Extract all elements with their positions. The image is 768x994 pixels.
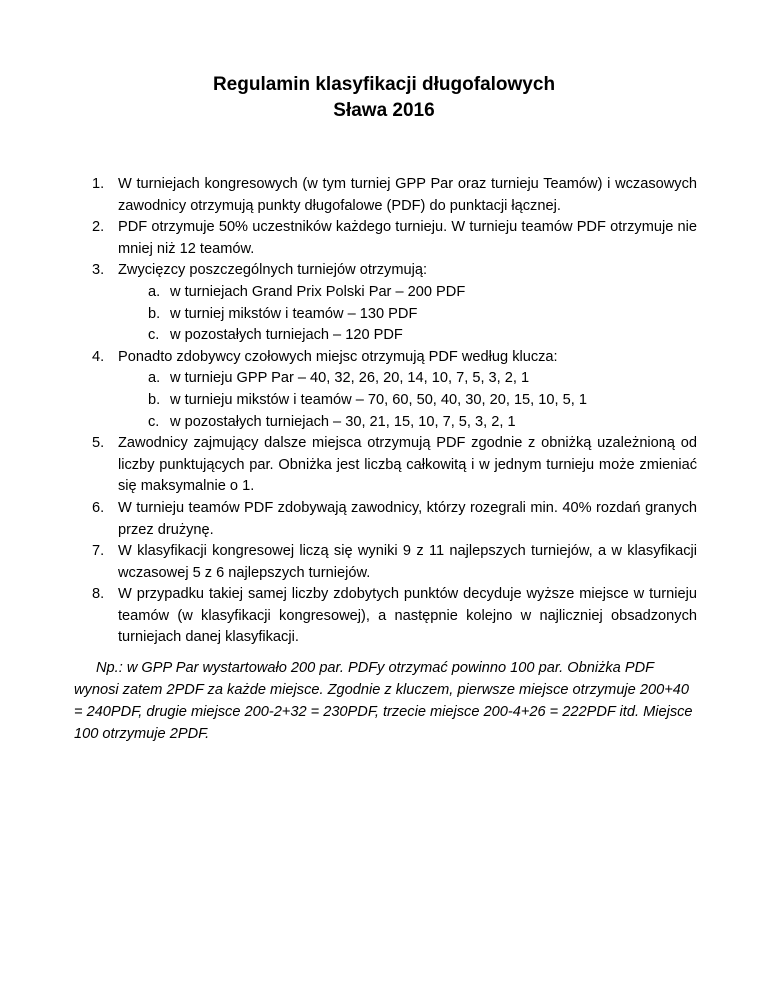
rule-number: 5. [92,435,105,452]
sub-number: a. [148,283,161,300]
rule-text: Zwycięzcy poszczególnych turniejów otrzymują: [118,262,428,279]
rule-number: 2. [92,219,105,236]
sub-item [148,304,697,326]
sub-text: w pozostałych turniejach – 30, 21, 15, 10, 7, 5, 3, 2, 1 [170,413,516,430]
rule-number: 6. [92,499,105,516]
sub-item [148,390,697,412]
rule-text: W przypadku takiej samej liczby zdobytych punktów decyduje wyższe miejsce w turnieju teamów (w klasyfikacji kongresowej), a następnie kolejno w najliczniej obsadzonych turniejach danej klasyfikacji. [118,586,697,646]
rule-item-1 [92,174,697,217]
rule-item-6 [92,498,697,541]
sub-text: w turnieju GPP Par – 40, 32, 26, 20, 14, 10, 7, 5, 3, 2, 1 [170,370,530,387]
sub-number: c. [148,327,160,344]
rule-text: W klasyfikacji kongresowej liczą się wyniki 9 z 11 najlepszych turniejów, a w klasyfikacji wczasowej 5 z 6 najlepszych turniejów. [118,543,697,581]
rule-item-2 [92,217,697,260]
rule-item-7 [92,541,697,584]
sub-item [148,282,697,304]
sub-item [148,368,697,390]
rule-item-8 [92,584,697,649]
rule-item-3 [92,260,697,346]
rule-number: 3. [92,262,105,279]
sub-number: b. [148,391,161,408]
sub-number: a. [148,370,161,387]
rule-text: Ponadto zdobywcy czołowych miejsc otrzymują PDF według klucza: [118,348,558,365]
sub-text: w turniejach Grand Prix Polski Par – 200 PDF [170,283,466,300]
sub-text: w turniej mikstów i teamów – 130 PDF [170,305,418,322]
rules-list [92,174,697,649]
sub-number: c. [148,413,160,430]
rule-text: Zawodnicy zajmujący dalsze miejsca otrzymują PDF zgodnie z obniżką uzależnioną od liczby punktujących par. Obniżka jest liczbą całkowitą i w jednym turnieju może zmieniać się maksymalnie o 1. [118,435,697,495]
sub-item [148,412,697,434]
sub-item [148,325,697,347]
example-paragraph: Np.: w GPP Par wystartowało 200 par. PDFy otrzymać powinno 100 par. Obniżka PDF wynosi zatem 2PDF za każde miejsce. Zgodnie z kluczem, pierwsze miejsce otrzymuje 200+40 = 240PDF, drugie miejsce 200-2+32 = 230PDF, trzecie miejsce 200-4+26 = 222PDF itd. Miejsce 100 otrzymuje 2PDF. [74,660,693,742]
sub-number: b. [148,305,161,322]
rule-text: W turniejach kongresowych (w tym turniej GPP Par oraz turnieju Teamów) i wczasowych zawodnicy otrzymują punkty długofalowe (PDF) do punktacji łącznej. [118,176,697,214]
sub-text: w pozostałych turniejach – 120 PDF [170,327,403,344]
rule-number: 4. [92,348,105,365]
rule-sublist [118,368,697,433]
rule-sublist [118,282,697,347]
rule-item-4 [92,347,697,433]
sub-text: w turnieju mikstów i teamów – 70, 60, 50, 40, 30, 20, 15, 10, 5, 1 [170,391,587,408]
rule-number: 1. [92,176,105,192]
rule-text: W turnieju teamów PDF zdobywają zawodnicy, którzy rozegrali min. 40% rozdań granych przez drużynę. [118,499,697,538]
rule-item-5 [92,433,697,498]
rule-text: PDF otrzymuje 50% uczestników każdego turnieju. W turnieju teamów PDF otrzymuje nie mniej niż 12 teamów. [118,219,697,257]
rule-number: 8. [92,586,105,603]
document-title: Regulamin klasyfikacji długofalowych [212,74,556,95]
rule-number: 7. [92,543,105,560]
document-subtitle: Sława 2016 [333,100,435,121]
